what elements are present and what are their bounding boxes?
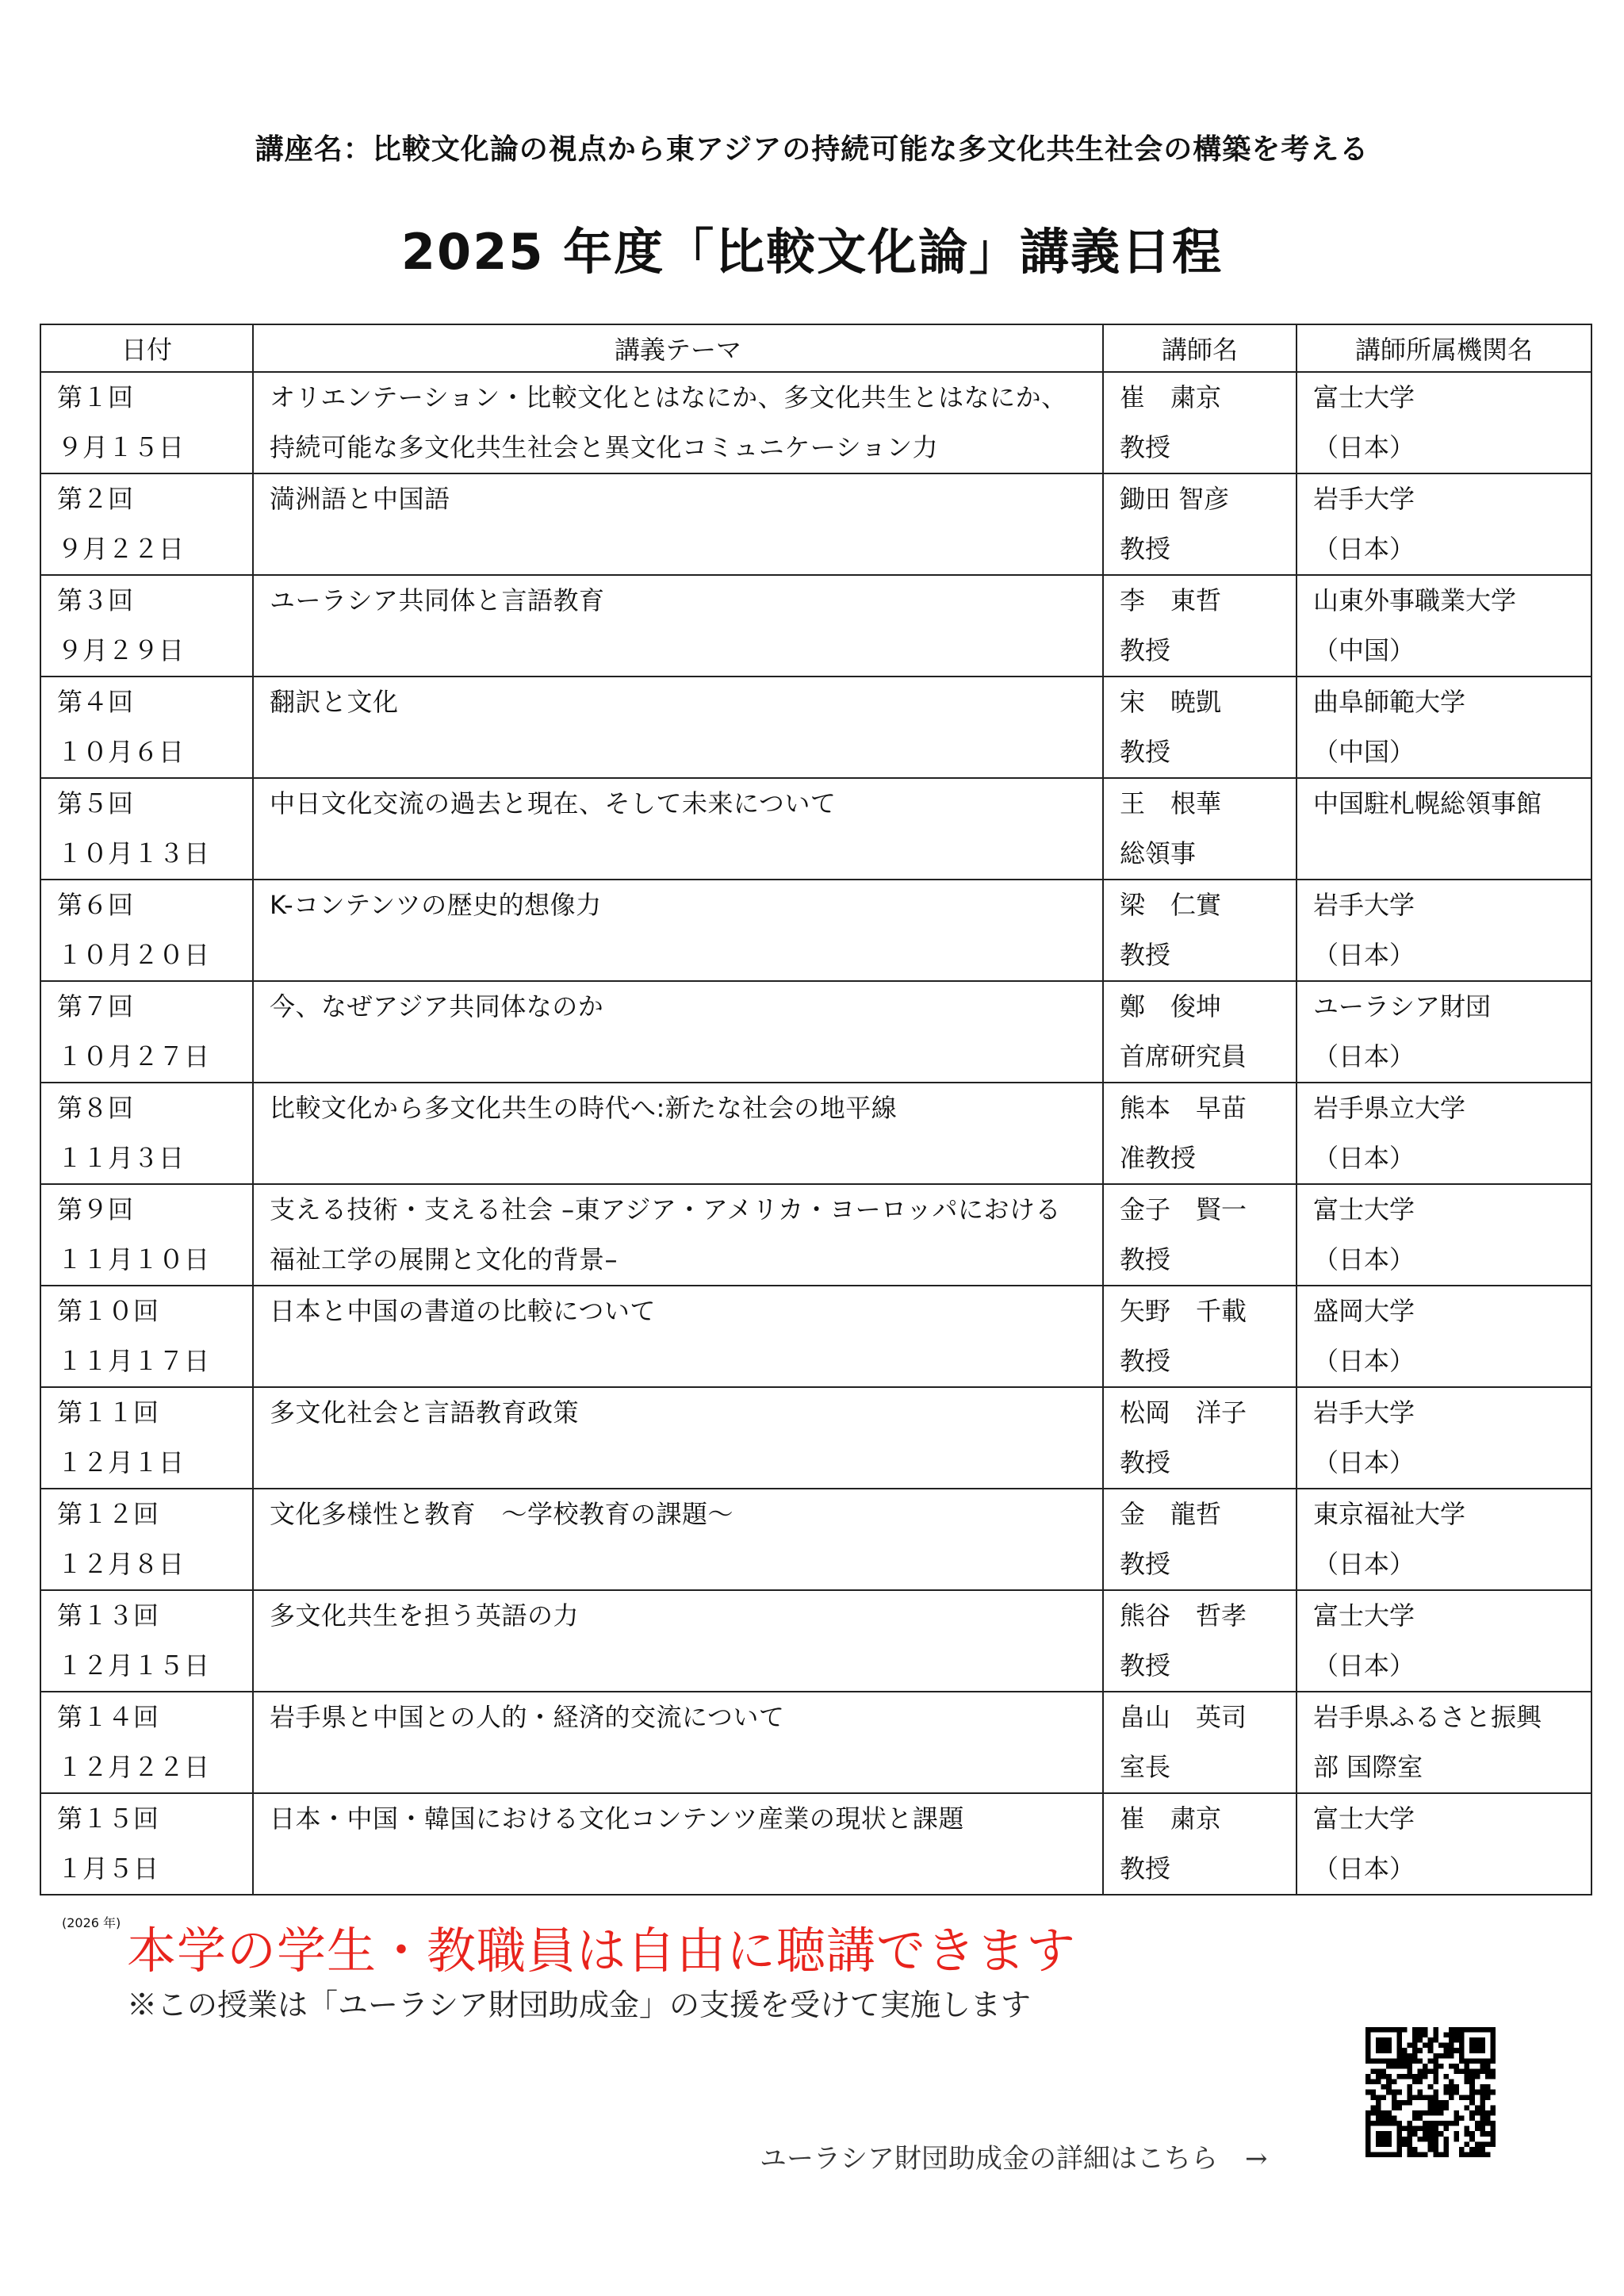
header-lecturer: 講師名	[1103, 324, 1297, 372]
header-theme: 講義テーマ	[253, 324, 1103, 372]
affiliation-country: （中国）	[1313, 737, 1415, 767]
affiliation-country: （日本）	[1313, 1041, 1415, 1071]
lecturer-cell	[1103, 1184, 1297, 1286]
lecturer-title: 教授	[1120, 1346, 1171, 1376]
date-cell	[40, 1184, 253, 1286]
lecture-theme: 多文化社会と言語教育政策	[270, 1397, 580, 1428]
affiliation-country: （日本）	[1313, 1244, 1415, 1274]
lecture-date: １１月１０日	[57, 1244, 210, 1274]
lecturer-title: 教授	[1120, 1447, 1171, 1478]
lecturer-cell	[1103, 1692, 1297, 1793]
lecturer-cell	[1103, 1083, 1297, 1184]
affiliation-cell	[1297, 1692, 1591, 1793]
affiliation-name: 富士大学	[1313, 1803, 1415, 1834]
lecture-date: １０月２７日	[57, 1041, 210, 1071]
affiliation-country: （日本）	[1313, 432, 1415, 462]
affiliation-cell	[1297, 575, 1591, 677]
affiliation-country: （日本）	[1313, 534, 1415, 564]
lecturer-name: 鋤田 智彦	[1120, 484, 1230, 514]
lecture-theme: 岩手県と中国との人的・経済的交流について	[270, 1702, 785, 1732]
affiliation-country: （日本）	[1313, 1346, 1415, 1376]
table-row	[40, 1590, 1591, 1692]
theme-cell	[253, 1590, 1103, 1692]
theme-cell	[253, 778, 1103, 880]
lecture-theme: 日本と中国の書道の比較について	[270, 1296, 656, 1326]
table-row	[40, 1793, 1591, 1895]
lecture-schedule-table	[40, 324, 1592, 1930]
lecture-date: １１月１７日	[57, 1346, 210, 1376]
date-cell	[40, 372, 253, 473]
theme-cell	[253, 1793, 1103, 1895]
lecturer-name: 松岡 洋子	[1120, 1397, 1247, 1428]
theme-cell	[253, 1387, 1103, 1489]
affiliation-cell	[1297, 981, 1591, 1083]
lecturer-title: 教授	[1120, 635, 1171, 665]
table-row	[40, 1286, 1591, 1387]
lecturer-title: 総領事	[1120, 838, 1197, 868]
lecture-theme: 日本・中国・韓国における文化コンテンツ産業の現状と課題	[270, 1803, 964, 1834]
lecture-theme: 文化多様性と教育 ～学校教育の課題～	[270, 1499, 734, 1529]
table-row	[40, 1489, 1591, 1590]
table-row	[40, 778, 1591, 880]
lecture-number: 第９回	[57, 1194, 134, 1225]
year-note: (2026 年)	[62, 1915, 121, 1930]
lecture-number: 第７回	[57, 991, 134, 1022]
date-cell	[40, 880, 253, 981]
lecture-number: 第６回	[57, 890, 134, 920]
lecture-theme: 今、なぜアジア共同体なのか	[270, 991, 604, 1022]
lecturer-cell	[1103, 473, 1297, 575]
lecture-theme: 翻訳と文化	[270, 687, 399, 717]
affiliation-country: （日本）	[1313, 1650, 1415, 1681]
lecturer-title: 教授	[1120, 432, 1171, 462]
lecturer-name: 熊本 早苗	[1120, 1093, 1247, 1123]
table-row	[40, 981, 1591, 1083]
lecturer-cell	[1103, 778, 1297, 880]
affiliation-name: 岩手県ふるさと振興	[1313, 1702, 1542, 1732]
lecture-date: ９月２９日	[57, 635, 185, 665]
course-name: 講座名：比較文化論の視点から東アジアの持続可能な多文化共生社会の構築を考える	[255, 133, 1369, 166]
date-cell	[40, 1387, 253, 1489]
affiliation-country: （日本）	[1313, 1143, 1415, 1173]
date-cell	[40, 575, 253, 677]
affiliation-cell	[1297, 1590, 1591, 1692]
affiliation-cell	[1297, 778, 1591, 880]
lecture-number: 第１２回	[57, 1499, 159, 1529]
grant-support-note: ※この授業は「ユーラシア財団助成金」の支援を受けて実施します	[127, 1987, 1032, 2022]
lecture-number: 第１５回	[57, 1803, 159, 1834]
lecture-date: １２月２２日	[57, 1752, 210, 1782]
lecturer-name: 矢野 千載	[1120, 1296, 1247, 1326]
table-row	[40, 1184, 1591, 1286]
affiliation-name: 山東外事職業大学	[1313, 585, 1517, 615]
affiliation-name: 中国駐札幌総領事館	[1313, 788, 1542, 818]
date-cell	[40, 1489, 253, 1590]
header-date: 日付	[40, 324, 253, 372]
lecture-number: 第１４回	[57, 1702, 159, 1732]
lecture-date-line	[57, 1844, 236, 1930]
lecture-number: 第１回	[57, 382, 134, 412]
lecture-theme: 比較文化から多文化共生の時代へ:新たな社会の地平線	[270, 1093, 898, 1123]
theme-cell	[253, 1489, 1103, 1590]
lecture-number: 第３回	[57, 585, 134, 615]
theme-cell	[253, 880, 1103, 981]
table-row	[40, 880, 1591, 981]
affiliation-country: （日本）	[1313, 1447, 1415, 1478]
schedule-body	[40, 372, 1591, 1930]
lecture-date: １月５日	[57, 1853, 159, 1884]
lecturer-cell	[1103, 1793, 1297, 1895]
lecture-date: ９月２２日	[57, 534, 185, 564]
affiliation-name: 富士大学	[1313, 1194, 1415, 1225]
lecturer-cell	[1103, 880, 1297, 981]
lecture-date: １２月１５日	[57, 1650, 210, 1681]
table-row	[40, 1387, 1591, 1489]
grant-details-text: ユーラシア財団助成金の詳細はこちら	[760, 2143, 1218, 2175]
lecturer-name: 鄭 俊坤	[1120, 991, 1222, 1022]
affiliation-cell	[1297, 1793, 1591, 1895]
page-title: 2025 年度「比較文化論」講義日程	[400, 223, 1224, 281]
lecture-theme: 満洲語と中国語	[270, 484, 450, 514]
lecture-number: 第１０回	[57, 1296, 159, 1326]
lecturer-name: 宋 暁凱	[1120, 687, 1222, 717]
lecturer-cell	[1103, 677, 1297, 778]
lecture-number: 第１３回	[57, 1600, 159, 1631]
table-header-row	[40, 324, 1591, 372]
theme-cell	[253, 473, 1103, 575]
lecturer-name: 崔 粛京	[1120, 382, 1222, 412]
affiliation-country: （日本）	[1313, 940, 1415, 970]
affiliation-cell	[1297, 473, 1591, 575]
theme-cell	[253, 575, 1103, 677]
lecture-number: 第８回	[57, 1093, 134, 1123]
table-row	[40, 1083, 1591, 1184]
lecturer-name: 王 根華	[1120, 788, 1222, 818]
affiliation-name: 東京福祉大学	[1313, 1499, 1466, 1529]
lecturer-cell	[1103, 372, 1297, 473]
lecturer-title: 室長	[1120, 1752, 1171, 1782]
lecturer-cell	[1103, 1387, 1297, 1489]
affiliation-cell	[1297, 1286, 1591, 1387]
affiliation-name: ユーラシア財団	[1313, 991, 1492, 1022]
lecture-theme: 多文化共生を担う英語の力	[270, 1600, 580, 1631]
date-cell	[40, 1692, 253, 1793]
lecture-date: １１月３日	[57, 1143, 185, 1173]
lecturer-title: 教授	[1120, 1244, 1171, 1274]
lecturer-title: 教授	[1120, 534, 1171, 564]
table-row	[40, 575, 1591, 677]
date-cell	[40, 778, 253, 880]
lecturer-name: 崔 粛京	[1120, 1803, 1222, 1834]
lecturer-name: 李 東哲	[1120, 585, 1222, 615]
affiliation-cell	[1297, 372, 1591, 473]
affiliation-cell	[1297, 1184, 1591, 1286]
affiliation-name: 盛岡大学	[1313, 1296, 1415, 1326]
affiliation-country: （日本）	[1313, 1549, 1415, 1579]
lecturer-name: 梁 仁實	[1120, 890, 1222, 920]
table-row	[40, 473, 1591, 575]
table-row	[40, 677, 1591, 778]
lecture-theme: K-コンテンツの歴史的想像力	[270, 890, 602, 920]
affiliation-name: 岩手大学	[1313, 890, 1415, 920]
lecture-date: １０月２０日	[57, 940, 210, 970]
lecturer-cell	[1103, 1286, 1297, 1387]
affiliation-country: （日本）	[1313, 1853, 1415, 1884]
right-arrow-icon: →	[1245, 2143, 1268, 2175]
lecturer-name: 熊谷 哲孝	[1120, 1600, 1247, 1631]
lecturer-name: 金子 賢一	[1120, 1194, 1247, 1225]
theme-cell	[253, 372, 1103, 473]
table-row	[40, 372, 1591, 473]
lecture-theme: ユーラシア共同体と言語教育	[270, 585, 605, 615]
affiliation-name: 富士大学	[1313, 1600, 1415, 1631]
lecturer-title: 教授	[1120, 737, 1171, 767]
lecture-number: 第４回	[57, 687, 134, 717]
lecture-date: １２月８日	[57, 1549, 185, 1579]
theme-cell	[253, 1286, 1103, 1387]
theme-cell	[253, 1692, 1103, 1793]
lecturer-title: 首席研究員	[1120, 1041, 1247, 1071]
affiliation-cell	[1297, 1083, 1591, 1184]
lecturer-cell	[1103, 575, 1297, 677]
theme-cell	[253, 1184, 1103, 1286]
lecture-theme: 中日文化交流の過去と現在、そして未来について	[270, 788, 837, 818]
header-affiliation: 講師所属機関名	[1297, 324, 1591, 372]
lecturer-cell	[1103, 981, 1297, 1083]
date-cell	[40, 1793, 253, 1930]
lecturer-cell	[1103, 1590, 1297, 1692]
lecturer-cell	[1103, 1489, 1297, 1590]
table-row	[40, 1692, 1591, 1793]
lecturer-title: 教授	[1120, 940, 1171, 970]
lecturer-name: 金 龍哲	[1120, 1499, 1222, 1529]
affiliation-country: （中国）	[1313, 635, 1415, 665]
lecture-date: ９月１５日	[57, 432, 185, 462]
lecture-theme: オリエンテーション・比較文化とはなにか、多文化共生とはなにか、持続可能な多文化共生社会と異文化コミュニケーション力	[270, 382, 1067, 462]
affiliation-country: 部 国際室	[1313, 1752, 1423, 1782]
qr-code-icon[interactable]	[1365, 2027, 1496, 2157]
affiliation-name: 岩手大学	[1313, 484, 1415, 514]
lecture-number: 第１１回	[57, 1397, 159, 1428]
date-cell	[40, 1590, 253, 1692]
date-cell	[40, 981, 253, 1083]
lecturer-title: 教授	[1120, 1853, 1171, 1884]
affiliation-name: 岩手県立大学	[1313, 1093, 1466, 1123]
lecturer-title: 教授	[1120, 1650, 1171, 1681]
lecturer-title: 教授	[1120, 1549, 1171, 1579]
theme-cell	[253, 981, 1103, 1083]
affiliation-cell	[1297, 880, 1591, 981]
lecture-date: １０月１３日	[57, 838, 210, 868]
date-cell	[40, 1083, 253, 1184]
lecture-date: １２月１日	[57, 1447, 185, 1478]
affiliation-name: 富士大学	[1313, 382, 1415, 412]
affiliation-cell	[1297, 1489, 1591, 1590]
date-cell	[40, 473, 253, 575]
lecturer-name: 畠山 英司	[1120, 1702, 1247, 1732]
affiliation-cell	[1297, 677, 1591, 778]
affiliation-name: 曲阜師範大学	[1313, 687, 1466, 717]
lecture-theme: 支える技術・支える社会 –東アジア・アメリカ・ヨーロッパにおける福祉工学の展開と文化的背景–	[270, 1194, 1062, 1274]
lecture-number: 第５回	[57, 788, 134, 818]
open-audit-notice: 本学の学生・教職員は自由に聴講できます	[127, 1922, 1077, 1980]
theme-cell	[253, 1083, 1103, 1184]
date-cell	[40, 1286, 253, 1387]
affiliation-name: 岩手大学	[1313, 1397, 1415, 1428]
lecturer-title: 准教授	[1120, 1143, 1197, 1173]
grant-details-link[interactable]	[760, 2137, 1268, 2175]
affiliation-cell	[1297, 1387, 1591, 1489]
lecture-number: 第２回	[57, 484, 134, 514]
lecture-date: １０月６日	[57, 737, 185, 767]
theme-cell	[253, 677, 1103, 778]
date-cell	[40, 677, 253, 778]
